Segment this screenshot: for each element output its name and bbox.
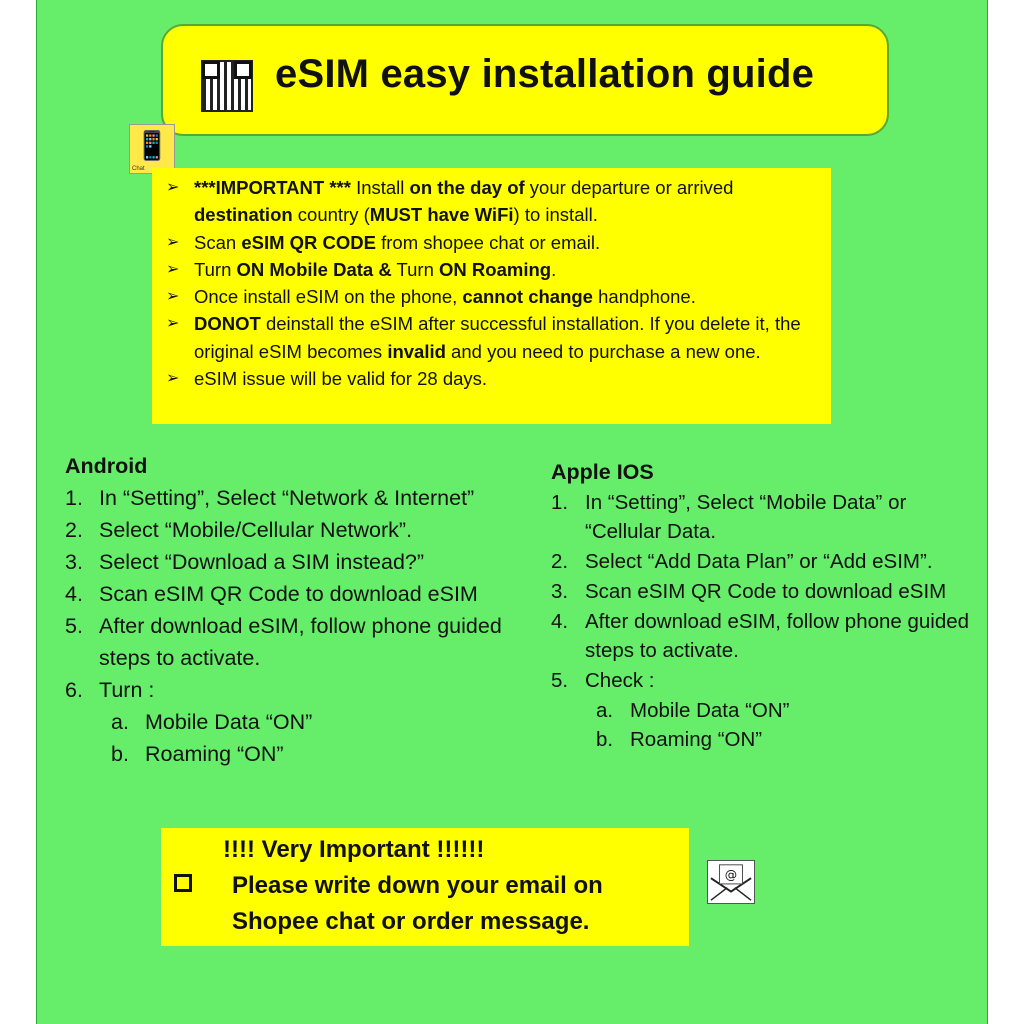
important-item: ➢ Turn ON Mobile Data & Turn ON Roaming. xyxy=(166,256,821,283)
phone-icon-label: Chat xyxy=(132,166,145,172)
arrow-bullet-icon: ➢ xyxy=(166,370,180,388)
list-item: 4. Scan eSIM QR Code to download eSIM xyxy=(65,582,478,606)
arrow-bullet-icon: ➢ xyxy=(166,260,180,278)
envelope-email-icon xyxy=(707,860,755,904)
list-subitem: b. Roaming “ON” xyxy=(596,728,763,752)
arrow-bullet-icon: ➢ xyxy=(166,233,180,251)
arrow-bullet-icon: ➢ xyxy=(166,288,180,306)
important-item: ➢ eSIM issue will be valid for 28 days. xyxy=(166,365,821,392)
list-item: 2. Select “Add Data Plan” or “Add eSIM”. xyxy=(551,550,933,574)
list-item: 5. After download eSIM, follow phone guided steps to activate. xyxy=(65,614,502,670)
qr-code-icon xyxy=(203,62,251,110)
list-item: 3. Scan eSIM QR Code to download eSIM xyxy=(551,579,947,603)
email-instruction: Please write down your email on Shopee chat or order message. xyxy=(232,872,603,935)
list-subitem: a. Mobile Data “ON” xyxy=(111,710,313,734)
list-item: 6. Turn : xyxy=(65,678,155,702)
phone-icon: 📱 Chat xyxy=(129,124,175,174)
very-important-notice xyxy=(161,828,689,946)
android-instructions xyxy=(65,450,555,770)
list-item: 1. In “Setting”, Select “Mobile Data” or “Cellular Data. xyxy=(551,490,907,544)
svg-text:@: @ xyxy=(724,867,738,883)
important-item: ➢ Scan eSIM QR CODE from shopee chat or email. xyxy=(166,229,821,256)
checkbox-icon xyxy=(174,874,192,892)
list-item: 1. In “Setting”, Select “Network & Internet” xyxy=(65,486,475,510)
ios-instructions xyxy=(551,458,983,755)
important-item: ➢ Once install eSIM on the phone, cannot change handphone. xyxy=(166,283,821,310)
guide-page xyxy=(36,0,988,1024)
list-subitem: a. Mobile Data “ON” xyxy=(596,698,790,722)
arrow-bullet-icon: ➢ xyxy=(166,179,180,196)
title-banner xyxy=(161,24,889,136)
list-item: 4. After download eSIM, follow phone guided steps to activate. xyxy=(551,609,970,663)
android-heading: Android xyxy=(65,454,148,478)
important-item: ➢ ***IMPORTANT *** Install on the day of your departure or arrived destination country (MUST have WiFi) to install. xyxy=(166,174,821,229)
page-title: eSIM easy installation guide xyxy=(275,52,815,96)
very-important-heading: !!!! Very Important !!!!!! xyxy=(223,836,485,863)
important-notes xyxy=(152,168,831,424)
list-item: 3. Select “Download a SIM instead?” xyxy=(65,550,425,574)
list-item: 5. Check : xyxy=(551,668,655,692)
list-item: 2. Select “Mobile/Cellular Network”. xyxy=(65,518,413,542)
arrow-bullet-icon: ➢ xyxy=(166,315,180,333)
important-item: ➢ DONOT deinstall the eSIM after successful installation. If you delete it, the original eSIM becomes invalid and you need to purchase a new one. xyxy=(166,310,821,365)
list-subitem: b. Roaming “ON” xyxy=(111,742,284,766)
ios-heading: Apple IOS xyxy=(551,460,654,484)
